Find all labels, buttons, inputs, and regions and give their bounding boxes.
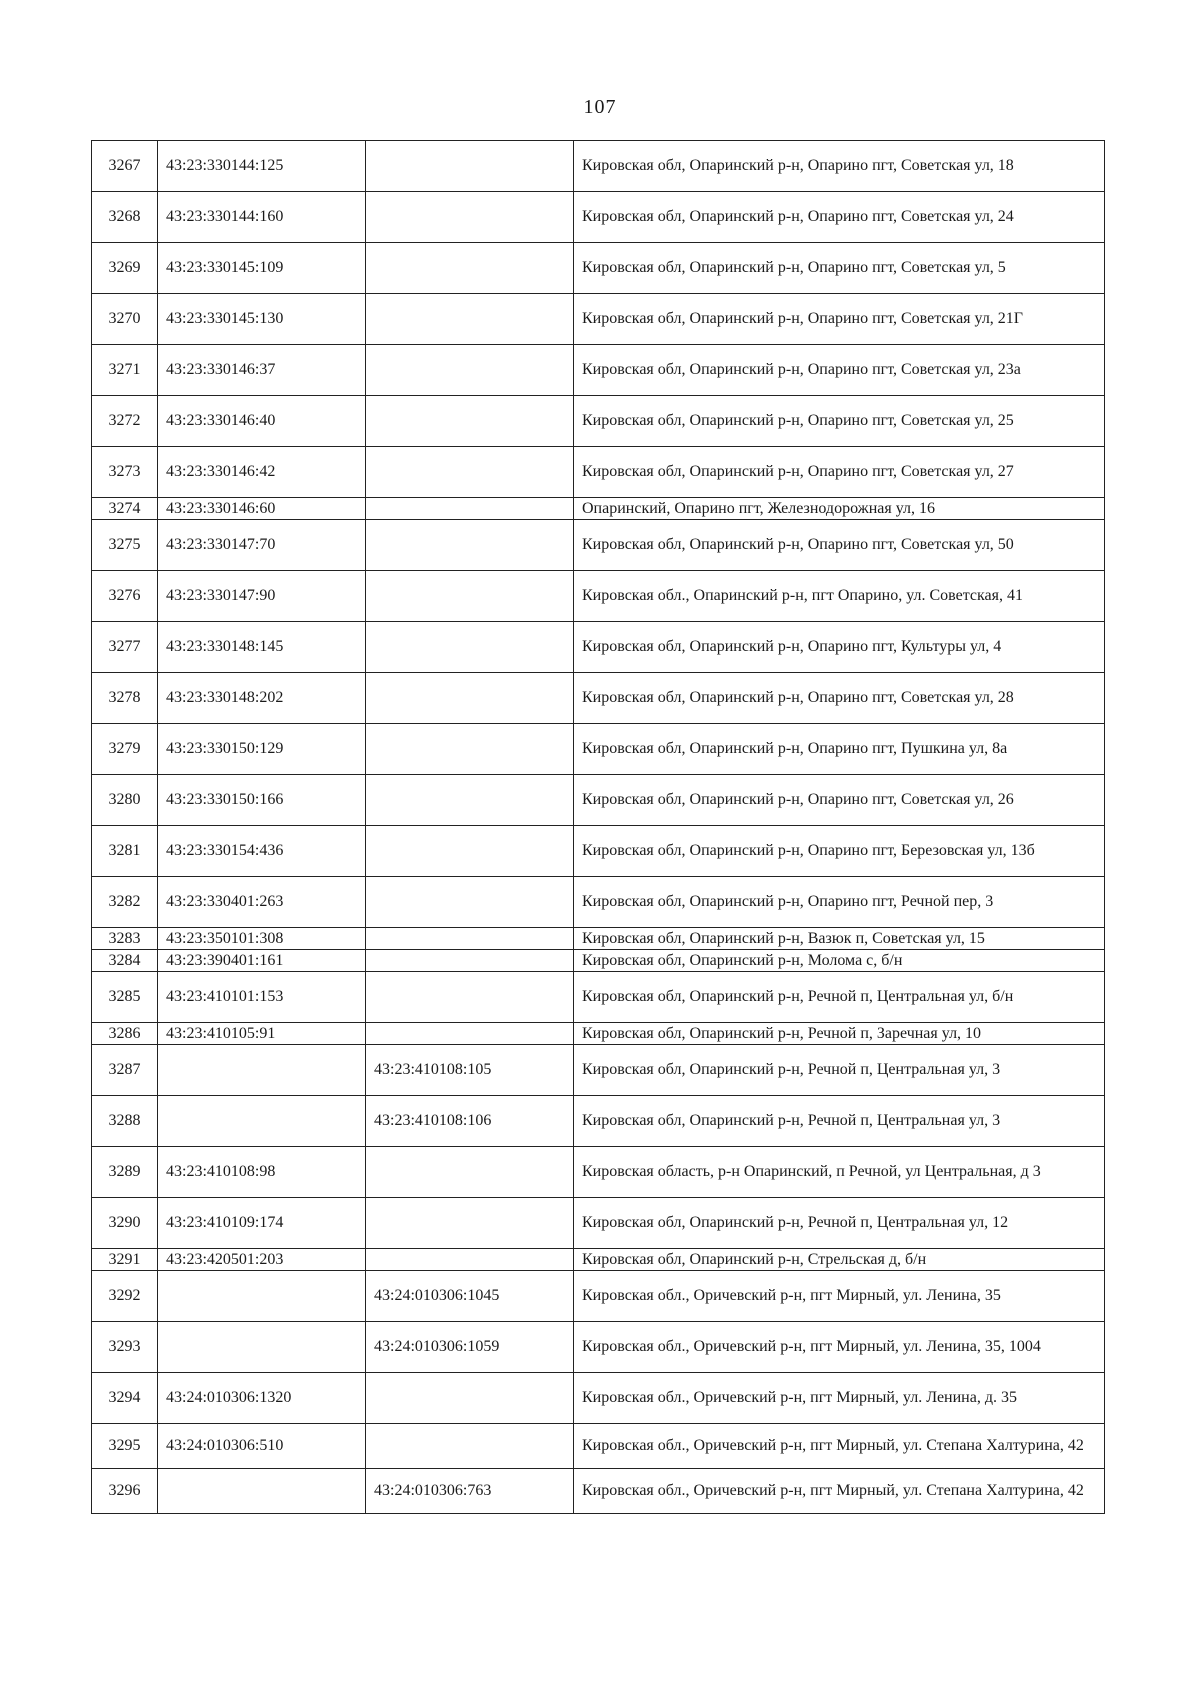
cadastral-number: 43:23:410101:153	[158, 972, 366, 1023]
table-row	[92, 1373, 1105, 1424]
cadastral-number-alt	[366, 622, 574, 673]
cadastral-number: 43:23:330145:109	[158, 243, 366, 294]
cadastral-number: 43:23:330146:42	[158, 447, 366, 498]
table-row	[92, 447, 1105, 498]
cadastral-number: 43:23:330150:129	[158, 724, 366, 775]
row-number: 3277	[92, 622, 158, 673]
row-number: 3275	[92, 520, 158, 571]
address: Кировская обл, Опаринский р-н, Опарино пгт, Советская ул, 25	[574, 396, 1105, 447]
address: Кировская обл., Оричевский р-н, пгт Мирный, ул. Ленина, д. 35	[574, 1373, 1105, 1424]
row-number: 3282	[92, 877, 158, 928]
address: Кировская обл, Опаринский р-н, Опарино пгт, Советская ул, 27	[574, 447, 1105, 498]
cadastral-number: 43:23:330150:166	[158, 775, 366, 826]
cadastral-number-alt	[366, 243, 574, 294]
row-number: 3291	[92, 1249, 158, 1271]
table-row	[92, 1469, 1105, 1514]
cadastral-number-alt	[366, 498, 574, 520]
cadastral-number-alt	[366, 724, 574, 775]
row-number: 3295	[92, 1424, 158, 1469]
cadastral-number-alt	[366, 294, 574, 345]
table-row	[92, 1147, 1105, 1198]
table-row	[92, 950, 1105, 972]
cadastral-number-alt	[366, 192, 574, 243]
cadastral-number-alt	[366, 1249, 574, 1271]
cadastral-number	[158, 1096, 366, 1147]
cadastral-number-alt	[366, 826, 574, 877]
table-row	[92, 1198, 1105, 1249]
row-number: 3283	[92, 928, 158, 950]
table-row	[92, 141, 1105, 192]
table-row	[92, 396, 1105, 447]
cadastral-number-alt: 43:23:410108:106	[366, 1096, 574, 1147]
table-row	[92, 775, 1105, 826]
cadastral-number-alt	[366, 1023, 574, 1045]
row-number: 3278	[92, 673, 158, 724]
address: Кировская обл, Опаринский р-н, Опарино пгт, Советская ул, 21Г	[574, 294, 1105, 345]
address: Кировская обл, Опаринский р-н, Опарино пгт, Речной пер, 3	[574, 877, 1105, 928]
cadastral-number: 43:23:330146:40	[158, 396, 366, 447]
registry-rows	[92, 141, 1105, 1514]
cadastral-number: 43:23:410108:98	[158, 1147, 366, 1198]
row-number: 3272	[92, 396, 158, 447]
address: Кировская обл., Оричевский р-н, пгт Мирный, ул. Ленина, 35, 1004	[574, 1322, 1105, 1373]
row-number: 3292	[92, 1271, 158, 1322]
row-number: 3273	[92, 447, 158, 498]
address: Кировская обл, Опаринский р-н, Опарино пгт, Советская ул, 5	[574, 243, 1105, 294]
cadastral-number-alt: 43:24:010306:1045	[366, 1271, 574, 1322]
registry-table	[91, 140, 1105, 1514]
table-row	[92, 928, 1105, 950]
cadastral-number: 43:23:390401:161	[158, 950, 366, 972]
address: Кировская обл, Опаринский р-н, Опарино пгт, Березовская ул, 13б	[574, 826, 1105, 877]
row-number: 3287	[92, 1045, 158, 1096]
address: Кировская обл, Опаринский р-н, Речной п, Заречная ул, 10	[574, 1023, 1105, 1045]
cadastral-number-alt	[366, 396, 574, 447]
row-number: 3293	[92, 1322, 158, 1373]
address: Кировская обл., Оричевский р-н, пгт Мирный, ул. Степана Халтурина, 42	[574, 1469, 1105, 1514]
cadastral-number	[158, 1045, 366, 1096]
row-number: 3290	[92, 1198, 158, 1249]
table-row	[92, 826, 1105, 877]
address: Кировская обл, Опаринский р-н, Речной п, Центральная ул, 3	[574, 1045, 1105, 1096]
cadastral-number-alt	[366, 141, 574, 192]
row-number: 3288	[92, 1096, 158, 1147]
table-row	[92, 1271, 1105, 1322]
table-row	[92, 520, 1105, 571]
table-row	[92, 498, 1105, 520]
cadastral-number-alt	[366, 972, 574, 1023]
cadastral-number: 43:24:010306:1320	[158, 1373, 366, 1424]
cadastral-number: 43:23:330146:37	[158, 345, 366, 396]
cadastral-number: 43:23:420501:203	[158, 1249, 366, 1271]
cadastral-number-alt	[366, 520, 574, 571]
row-number: 3284	[92, 950, 158, 972]
address: Кировская обл, Опаринский р-н, Молома с, б/н	[574, 950, 1105, 972]
cadastral-number: 43:23:350101:308	[158, 928, 366, 950]
table-row	[92, 877, 1105, 928]
address: Кировская обл, Опаринский р-н, Речной п, Центральная ул, 3	[574, 1096, 1105, 1147]
row-number: 3285	[92, 972, 158, 1023]
row-number: 3289	[92, 1147, 158, 1198]
address: Кировская обл, Опаринский р-н, Опарино пгт, Советская ул, 23а	[574, 345, 1105, 396]
cadastral-number-alt	[366, 1424, 574, 1469]
cadastral-number-alt	[366, 447, 574, 498]
address: Кировская обл., Опаринский р-н, пгт Опарино, ул. Советская, 41	[574, 571, 1105, 622]
cadastral-number	[158, 1271, 366, 1322]
row-number: 3271	[92, 345, 158, 396]
row-number: 3276	[92, 571, 158, 622]
cadastral-number: 43:23:410109:174	[158, 1198, 366, 1249]
address: Кировская обл, Опаринский р-н, Опарино пгт, Советская ул, 18	[574, 141, 1105, 192]
row-number: 3270	[92, 294, 158, 345]
address: Кировская обл, Опаринский р-н, Опарино пгт, Пушкина ул, 8а	[574, 724, 1105, 775]
row-number: 3279	[92, 724, 158, 775]
table-row	[92, 192, 1105, 243]
cadastral-number: 43:23:330144:125	[158, 141, 366, 192]
row-number: 3267	[92, 141, 158, 192]
cadastral-number-alt	[366, 928, 574, 950]
cadastral-number: 43:23:330147:70	[158, 520, 366, 571]
table-row	[92, 1096, 1105, 1147]
address: Кировская обл, Опаринский р-н, Вазюк п, Советская ул, 15	[574, 928, 1105, 950]
cadastral-number: 43:23:330148:145	[158, 622, 366, 673]
row-number: 3286	[92, 1023, 158, 1045]
cadastral-number-alt	[366, 1373, 574, 1424]
address: Опаринский, Опарино пгт, Железнодорожная ул, 16	[574, 498, 1105, 520]
cadastral-number-alt	[366, 673, 574, 724]
table-row	[92, 571, 1105, 622]
cadastral-number: 43:24:010306:510	[158, 1424, 366, 1469]
row-number: 3268	[92, 192, 158, 243]
cadastral-number: 43:23:330401:263	[158, 877, 366, 928]
table-row	[92, 972, 1105, 1023]
table-row	[92, 294, 1105, 345]
address: Кировская обл, Опаринский р-н, Опарино пгт, Культуры ул, 4	[574, 622, 1105, 673]
address: Кировская обл, Опаринский р-н, Опарино пгт, Советская ул, 24	[574, 192, 1105, 243]
table-row	[92, 724, 1105, 775]
address: Кировская обл, Опаринский р-н, Опарино пгт, Советская ул, 50	[574, 520, 1105, 571]
table-row	[92, 243, 1105, 294]
address: Кировская обл, Опаринский р-н, Речной п, Центральная ул, 12	[574, 1198, 1105, 1249]
table-row	[92, 345, 1105, 396]
cadastral-number: 43:23:330154:436	[158, 826, 366, 877]
address: Кировская обл, Опаринский р-н, Стрельская д, б/н	[574, 1249, 1105, 1271]
cadastral-number-alt	[366, 571, 574, 622]
table-row	[92, 1045, 1105, 1096]
row-number: 3296	[92, 1469, 158, 1514]
cadastral-number-alt	[366, 1147, 574, 1198]
row-number: 3280	[92, 775, 158, 826]
cadastral-number	[158, 1322, 366, 1373]
row-number: 3294	[92, 1373, 158, 1424]
cadastral-number: 43:23:330146:60	[158, 498, 366, 520]
table-row	[92, 622, 1105, 673]
table-row	[92, 1322, 1105, 1373]
address: Кировская обл., Оричевский р-н, пгт Мирный, ул. Ленина, 35	[574, 1271, 1105, 1322]
table-row	[92, 1249, 1105, 1271]
table-row	[92, 673, 1105, 724]
cadastral-number-alt	[366, 950, 574, 972]
row-number: 3274	[92, 498, 158, 520]
cadastral-number-alt	[366, 877, 574, 928]
address: Кировская обл., Оричевский р-н, пгт Мирный, ул. Степана Халтурина, 42	[574, 1424, 1105, 1469]
address: Кировская обл, Опаринский р-н, Опарино пгт, Советская ул, 28	[574, 673, 1105, 724]
cadastral-number-alt	[366, 775, 574, 826]
cadastral-number: 43:23:330148:202	[158, 673, 366, 724]
address: Кировская область, р-н Опаринский, п Речной, ул Центральная, д 3	[574, 1147, 1105, 1198]
table-row	[92, 1023, 1105, 1045]
cadastral-number: 43:23:330147:90	[158, 571, 366, 622]
cadastral-number: 43:23:330144:160	[158, 192, 366, 243]
cadastral-number-alt: 43:24:010306:1059	[366, 1322, 574, 1373]
cadastral-number: 43:23:330145:130	[158, 294, 366, 345]
cadastral-number-alt: 43:24:010306:763	[366, 1469, 574, 1514]
address: Кировская обл, Опаринский р-н, Речной п, Центральная ул, б/н	[574, 972, 1105, 1023]
cadastral-number-alt	[366, 345, 574, 396]
table-row	[92, 1424, 1105, 1469]
page-number: 107	[583, 96, 617, 118]
address: Кировская обл, Опаринский р-н, Опарино пгт, Советская ул, 26	[574, 775, 1105, 826]
cadastral-number: 43:23:410105:91	[158, 1023, 366, 1045]
cadastral-number	[158, 1469, 366, 1514]
row-number: 3281	[92, 826, 158, 877]
row-number: 3269	[92, 243, 158, 294]
cadastral-number-alt: 43:23:410108:105	[366, 1045, 574, 1096]
cadastral-number-alt	[366, 1198, 574, 1249]
